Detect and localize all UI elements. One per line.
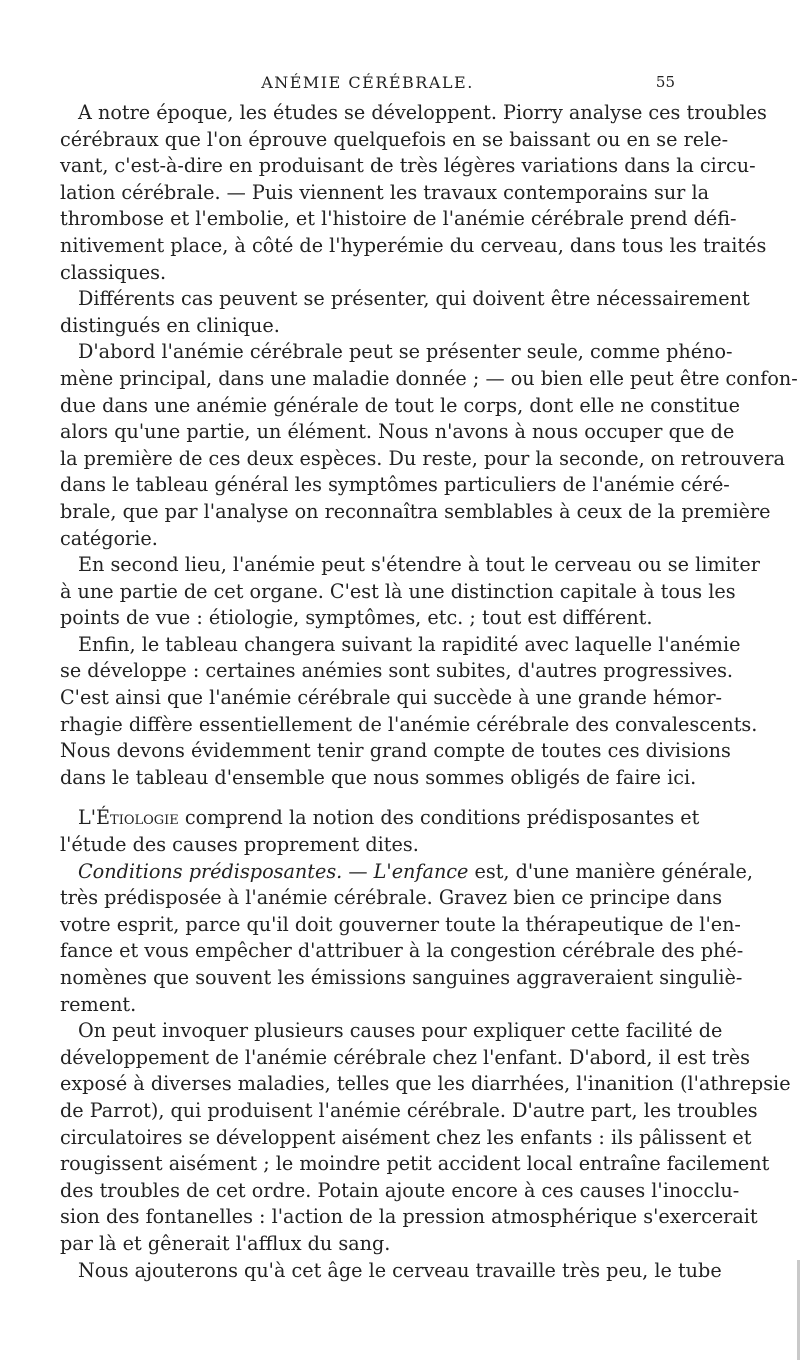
text-fragment: comprend la notion des conditions prédisposantes et <box>178 806 700 830</box>
subsection-heading: Conditions prédisposantes. <box>78 859 343 883</box>
text-line: de Parrot), qui produisent l'anémie cérébrale. D'autre part, les troubles <box>60 1098 758 1122</box>
text-line: très prédisposée à l'anémie cérébrale. Gravez bien ce principe dans <box>60 886 723 910</box>
text-line: En second lieu, l'anémie peut s'étendre à tout le cerveau ou se limiter <box>78 553 760 577</box>
text-line: A notre époque, les études se développent. Piorry analyse ces troubles <box>78 101 767 124</box>
text-line: classiques. <box>60 260 167 284</box>
page-number: 55 <box>655 73 675 91</box>
text-line: rhagie diffère essentiellement de l'anémie cérébrale des convalescents. <box>60 712 758 736</box>
text-line: par là et gênerait l'afflux du sang. <box>60 1231 391 1255</box>
text-line: D'abord l'anémie cérébrale peut se présenter seule, comme phéno- <box>78 340 733 364</box>
text-line: fance et vous empêcher d'attribuer à la congestion cérébrale des phé- <box>60 939 744 963</box>
text-line: C'est ainsi que l'anémie cérébrale qui succède à une grande hémor- <box>60 686 723 710</box>
text-line: alors qu'une partie, un élément. Nous n'avons à nous occuper que de <box>60 420 735 444</box>
text-line: exposé à diverses maladies, telles que les diarrhées, l'inanition (l'athrepsie <box>60 1072 791 1096</box>
etiology-first-line <box>60 805 700 832</box>
text-line: développement de l'anémie cérébrale chez l'enfant. D'abord, il est très <box>60 1045 751 1069</box>
em-dash: — <box>342 859 374 883</box>
text-line: rement. <box>60 992 137 1016</box>
text-line: se développe : certaines anémies sont subites, d'autres progressives. <box>60 659 734 683</box>
emphasis-term: L'enfance <box>373 859 469 883</box>
text-line: Enfin, le tableau changera suivant la rapidité avec laquelle l'anémie <box>78 632 741 656</box>
page-header <box>60 73 675 99</box>
text-line: brale, que par l'analyse on reconnaîtra semblables à ceux de la première <box>60 499 771 523</box>
running-head: ANÉMIE CÉRÉBRALE. <box>261 73 474 92</box>
text-line: On peut invoquer plusieurs causes pour expliquer cette facilité de <box>78 1019 723 1043</box>
text-line: distingués en clinique. <box>60 313 280 337</box>
paragraph-gap <box>60 791 675 805</box>
text-line: l'étude des causes proprement dites. <box>60 833 419 857</box>
text-line: catégorie. <box>60 526 158 550</box>
text-line: sion des fontanelles : l'action de la pression atmosphérique s'exercerait <box>60 1205 758 1229</box>
text-line: Nous ajouterons qu'à cet âge le cerveau travaille très peu, le tube <box>78 1258 722 1282</box>
text-line: points de vue : étiologie, symptômes, etc. ; tout est différent. <box>60 606 653 630</box>
text-line: rougissent aisément ; le moindre petit accident local entraîne facilement <box>60 1152 770 1176</box>
text-line: Nous devons évidemment tenir grand compte de toutes ces divisions <box>60 739 731 763</box>
text-line: dans le tableau général les symptômes particuliers de l'anémie céré- <box>60 473 730 497</box>
text-line: la première de ces deux espèces. Du reste, pour la seconde, on retrouvera <box>60 446 785 470</box>
text-line: nomènes que souvent les émissions sanguines aggraveraient singuliè- <box>60 966 743 989</box>
text-line: vant, c'est-à-dire en produisant de très légères variations dans la circu- <box>60 154 756 178</box>
subsection-line <box>60 859 754 886</box>
text-line: due dans une anémie générale de tout le corps, dont elle ne constitue <box>60 393 741 417</box>
text-line: Différents cas peuvent se présenter, qui doivent être nécessairement <box>78 287 750 311</box>
text-line: circulatoires se développent aisément chez les enfants : ils pâlissent et <box>60 1125 752 1149</box>
text-line: dans le tableau d'ensemble que nous sommes obligés de faire ici. <box>60 765 697 789</box>
text-line: nitivement place, à côté de l'hyperémie du cerveau, dans tous les traités <box>60 233 767 257</box>
text-fragment: est, d'une manière générale, <box>468 859 754 883</box>
text-line: thrombose et l'embolie, et l'histoire de l'anémie cérébrale prend défi- <box>60 207 737 231</box>
text-line: à une partie de cet organe. C'est là une distinction capitale à tous les <box>60 579 736 603</box>
text-line: lation cérébrale. — Puis viennent les travaux contemporains sur la <box>60 180 710 204</box>
text-line: cérébraux que l'on éprouve quelquefois en se baissant ou en se rele- <box>60 127 729 151</box>
text-line: des troubles de cet ordre. Potain ajoute encore à ces causes l'inocclu- <box>60 1178 740 1202</box>
text-line: votre esprit, parce qu'il doit gouverner toute la thérapeutique de l'en- <box>60 912 741 936</box>
section-heading: L'Étiologie <box>78 806 179 830</box>
body-text <box>60 100 798 1284</box>
text-line: mène principal, dans une maladie donnée ; — ou bien elle peut être confon- <box>60 366 798 390</box>
